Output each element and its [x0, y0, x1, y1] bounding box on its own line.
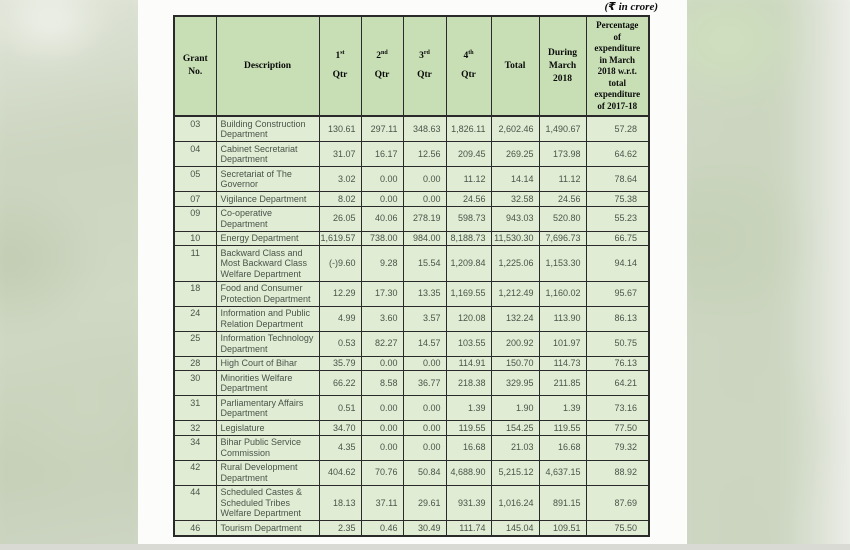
- cell-q1: 26.05: [319, 206, 361, 231]
- table-row: [174, 435, 649, 460]
- table-row: [174, 371, 649, 396]
- cell-during-march: 11.12: [539, 167, 586, 192]
- cell-description: Vigilance Department: [216, 192, 319, 207]
- cell-total: 2,602.46: [491, 116, 539, 142]
- right-blur-gradient: [687, 0, 850, 550]
- expenditure-table-container: [173, 15, 650, 537]
- cell-description: Scheduled Castes & Scheduled Tribes Welfare Department: [216, 485, 319, 521]
- cell-q2: 8.58: [361, 371, 403, 396]
- cell-q2: 0.00: [361, 396, 403, 421]
- cell-percentage: 75.50: [586, 521, 649, 536]
- column-header-grant-no: Grant No.: [174, 16, 216, 116]
- cell-grant-no: 31: [174, 396, 216, 421]
- table-row: [174, 331, 649, 356]
- table-row: [174, 396, 649, 421]
- cell-q3: 15.54: [403, 246, 446, 282]
- cell-total: 1.90: [491, 396, 539, 421]
- cell-total: 943.03: [491, 206, 539, 231]
- cell-during-march: 7,696.73: [539, 231, 586, 246]
- cell-total: 11,530.30: [491, 231, 539, 246]
- cell-q4: 119.55: [446, 421, 491, 436]
- cell-percentage: 76.13: [586, 356, 649, 371]
- table-row: [174, 485, 649, 521]
- cell-grant-no: 30: [174, 371, 216, 396]
- cell-description: Information Technology Department: [216, 331, 319, 356]
- cell-grant-no: 18: [174, 281, 216, 306]
- cell-description: Food and Consumer Protection Department: [216, 281, 319, 306]
- cell-q4: 598.73: [446, 206, 491, 231]
- cell-total: 145.04: [491, 521, 539, 536]
- cell-description: Building Construction Department: [216, 116, 319, 142]
- cell-percentage: 79.32: [586, 435, 649, 460]
- cell-q2: 82.27: [361, 331, 403, 356]
- cell-description: Information and Public Relation Department: [216, 306, 319, 331]
- cell-q1: 404.62: [319, 460, 361, 485]
- cell-percentage: 77.50: [586, 421, 649, 436]
- cell-total: 14.14: [491, 167, 539, 192]
- cell-total: 154.25: [491, 421, 539, 436]
- cell-q3: 0.00: [403, 192, 446, 207]
- cell-q4: 1.39: [446, 396, 491, 421]
- cell-during-march: 113.90: [539, 306, 586, 331]
- cell-q4: 24.56: [446, 192, 491, 207]
- cell-grant-no: 11: [174, 246, 216, 282]
- table-row: [174, 460, 649, 485]
- cell-percentage: 64.21: [586, 371, 649, 396]
- table-row: [174, 281, 649, 306]
- cell-q3: 30.49: [403, 521, 446, 536]
- cell-q3: 348.63: [403, 116, 446, 142]
- cell-during-march: 4,637.15: [539, 460, 586, 485]
- cell-percentage: 57.28: [586, 116, 649, 142]
- cell-q2: 0.00: [361, 356, 403, 371]
- cell-q1: 35.79: [319, 356, 361, 371]
- cell-description: Rural Development Department: [216, 460, 319, 485]
- cell-q3: 12.56: [403, 142, 446, 167]
- left-blurred-backdrop: [0, 0, 138, 550]
- cell-q2: 0.00: [361, 167, 403, 192]
- table-row: [174, 192, 649, 207]
- cell-during-march: 16.68: [539, 435, 586, 460]
- cell-q4: 1,169.55: [446, 281, 491, 306]
- cell-grant-no: 05: [174, 167, 216, 192]
- cell-during-march: 1,490.67: [539, 116, 586, 142]
- cell-q2: 16.17: [361, 142, 403, 167]
- cell-q4: 1,209.84: [446, 246, 491, 282]
- cell-q3: 0.00: [403, 167, 446, 192]
- cell-total: 32.58: [491, 192, 539, 207]
- cell-q2: 3.60: [361, 306, 403, 331]
- cell-q4: 8,188.73: [446, 231, 491, 246]
- cell-q4: 120.08: [446, 306, 491, 331]
- cell-q3: 278.19: [403, 206, 446, 231]
- cell-description: High Court of Bihar: [216, 356, 319, 371]
- cell-q1: 8.02: [319, 192, 361, 207]
- cell-q3: 29.61: [403, 485, 446, 521]
- column-header-q2: 2nd Qtr: [361, 16, 403, 116]
- cell-during-march: 24.56: [539, 192, 586, 207]
- cell-q2: 0.46: [361, 521, 403, 536]
- cell-during-march: 1.39: [539, 396, 586, 421]
- cell-q1: 18.13: [319, 485, 361, 521]
- cell-q1: 2.35: [319, 521, 361, 536]
- table-header: [174, 16, 649, 116]
- cell-q2: 0.00: [361, 435, 403, 460]
- cell-description: Legislature: [216, 421, 319, 436]
- cell-percentage: 50.75: [586, 331, 649, 356]
- cell-q2: 738.00: [361, 231, 403, 246]
- cell-q4: 931.39: [446, 485, 491, 521]
- cell-grant-no: 24: [174, 306, 216, 331]
- currency-unit-note: (₹ in crore): [604, 1, 658, 13]
- cell-total: 200.92: [491, 331, 539, 356]
- cell-q3: 50.84: [403, 460, 446, 485]
- cell-total: 5,215.12: [491, 460, 539, 485]
- column-header-total: Total: [491, 16, 539, 116]
- cell-description: Tourism Department: [216, 521, 319, 536]
- cell-q2: 37.11: [361, 485, 403, 521]
- cell-q4: 4,688.90: [446, 460, 491, 485]
- cell-percentage: 64.62: [586, 142, 649, 167]
- cell-total: 329.95: [491, 371, 539, 396]
- cell-percentage: 86.13: [586, 306, 649, 331]
- cell-percentage: 78.64: [586, 167, 649, 192]
- cell-during-march: 1,160.02: [539, 281, 586, 306]
- cell-grant-no: 42: [174, 460, 216, 485]
- cell-q3: 36.77: [403, 371, 446, 396]
- cell-q2: 9.28: [361, 246, 403, 282]
- cell-q1: 4.99: [319, 306, 361, 331]
- cell-description: Parliamentary Affairs Department: [216, 396, 319, 421]
- cell-q1: 3.02: [319, 167, 361, 192]
- table-row: [174, 521, 649, 536]
- cell-q2: 297.11: [361, 116, 403, 142]
- table-row: [174, 116, 649, 142]
- cell-percentage: 66.75: [586, 231, 649, 246]
- cell-percentage: 88.92: [586, 460, 649, 485]
- column-header-q4: 4th Qtr: [446, 16, 491, 116]
- cell-grant-no: 07: [174, 192, 216, 207]
- cell-q1: 0.53: [319, 331, 361, 356]
- cell-q4: 1,826.11: [446, 116, 491, 142]
- cell-grant-no: 04: [174, 142, 216, 167]
- left-blur-gradient: [0, 0, 138, 550]
- cell-q4: 209.45: [446, 142, 491, 167]
- cell-q3: 0.00: [403, 421, 446, 436]
- cell-q3: 14.57: [403, 331, 446, 356]
- cell-q2: 0.00: [361, 192, 403, 207]
- cell-q3: 13.35: [403, 281, 446, 306]
- cell-percentage: 95.67: [586, 281, 649, 306]
- table-body: [174, 116, 649, 536]
- cell-grant-no: 34: [174, 435, 216, 460]
- cell-description: Secretariat of The Governor: [216, 167, 319, 192]
- cell-grant-no: 46: [174, 521, 216, 536]
- cell-q3: 984.00: [403, 231, 446, 246]
- cell-during-march: 101.97: [539, 331, 586, 356]
- cell-q2: 70.76: [361, 460, 403, 485]
- cell-q4: 11.12: [446, 167, 491, 192]
- cell-q1: 4.35: [319, 435, 361, 460]
- cell-percentage: 94.14: [586, 246, 649, 282]
- cell-percentage: 75.38: [586, 192, 649, 207]
- column-header-q1: 1st Qtr: [319, 16, 361, 116]
- cell-grant-no: 25: [174, 331, 216, 356]
- cell-during-march: 173.98: [539, 142, 586, 167]
- cell-q1: 130.61: [319, 116, 361, 142]
- cell-total: 1,225.06: [491, 246, 539, 282]
- cell-grant-no: 32: [174, 421, 216, 436]
- table-row: [174, 231, 649, 246]
- table-row: [174, 206, 649, 231]
- cell-description: Co-operative Department: [216, 206, 319, 231]
- cell-grant-no: 10: [174, 231, 216, 246]
- cell-description: Backward Class and Most Backward Class Welfare Department: [216, 246, 319, 282]
- right-blurred-backdrop: [687, 0, 850, 550]
- cell-during-march: 114.73: [539, 356, 586, 371]
- cell-description: Bihar Public Service Commission: [216, 435, 319, 460]
- cell-q2: 0.00: [361, 421, 403, 436]
- cell-q1: 0.51: [319, 396, 361, 421]
- cell-q1: 12.29: [319, 281, 361, 306]
- cell-total: 21.03: [491, 435, 539, 460]
- cell-during-march: 520.80: [539, 206, 586, 231]
- cell-description: Energy Department: [216, 231, 319, 246]
- cell-q3: 3.57: [403, 306, 446, 331]
- cell-percentage: 87.69: [586, 485, 649, 521]
- cell-grant-no: 28: [174, 356, 216, 371]
- cell-q1: (-)9.60: [319, 246, 361, 282]
- cell-description: Cabinet Secretariat Department: [216, 142, 319, 167]
- grants-expenditure-table: [173, 15, 650, 537]
- cell-q3: 0.00: [403, 356, 446, 371]
- column-header-pct: Percentage of expenditure in March 2018 w.r.t. total expenditure of 2017-18: [586, 16, 649, 116]
- cell-description: Minorities Welfare Department: [216, 371, 319, 396]
- column-header-q3: 3rd Qtr: [403, 16, 446, 116]
- cell-q4: 114.91: [446, 356, 491, 371]
- cell-q4: 111.74: [446, 521, 491, 536]
- table-row: [174, 142, 649, 167]
- cell-percentage: 55.23: [586, 206, 649, 231]
- cell-grant-no: 03: [174, 116, 216, 142]
- column-header-description: Description: [216, 16, 319, 116]
- cell-during-march: 891.15: [539, 485, 586, 521]
- cell-percentage: 73.16: [586, 396, 649, 421]
- bottom-gray-strip: [0, 544, 850, 550]
- table-row: [174, 306, 649, 331]
- table-row: [174, 246, 649, 282]
- cell-grant-no: 44: [174, 485, 216, 521]
- cell-q3: 0.00: [403, 396, 446, 421]
- cell-during-march: 1,153.30: [539, 246, 586, 282]
- cell-q1: 66.22: [319, 371, 361, 396]
- table-row: [174, 421, 649, 436]
- cell-q1: 1,619.57: [319, 231, 361, 246]
- cell-total: 269.25: [491, 142, 539, 167]
- cell-during-march: 211.85: [539, 371, 586, 396]
- cell-q4: 218.38: [446, 371, 491, 396]
- cell-q4: 16.68: [446, 435, 491, 460]
- cell-total: 1,016.24: [491, 485, 539, 521]
- cell-q3: 0.00: [403, 435, 446, 460]
- cell-during-march: 109.51: [539, 521, 586, 536]
- cell-q1: 34.70: [319, 421, 361, 436]
- cell-grant-no: 09: [174, 206, 216, 231]
- cell-total: 132.24: [491, 306, 539, 331]
- cell-q4: 103.55: [446, 331, 491, 356]
- cell-q1: 31.07: [319, 142, 361, 167]
- cell-q2: 40.06: [361, 206, 403, 231]
- cell-total: 150.70: [491, 356, 539, 371]
- cell-q2: 17.30: [361, 281, 403, 306]
- cell-during-march: 119.55: [539, 421, 586, 436]
- cell-total: 1,212.49: [491, 281, 539, 306]
- table-row: [174, 167, 649, 192]
- header-row: [174, 16, 649, 116]
- column-header-march: During March 2018: [539, 16, 586, 116]
- table-row: [174, 356, 649, 371]
